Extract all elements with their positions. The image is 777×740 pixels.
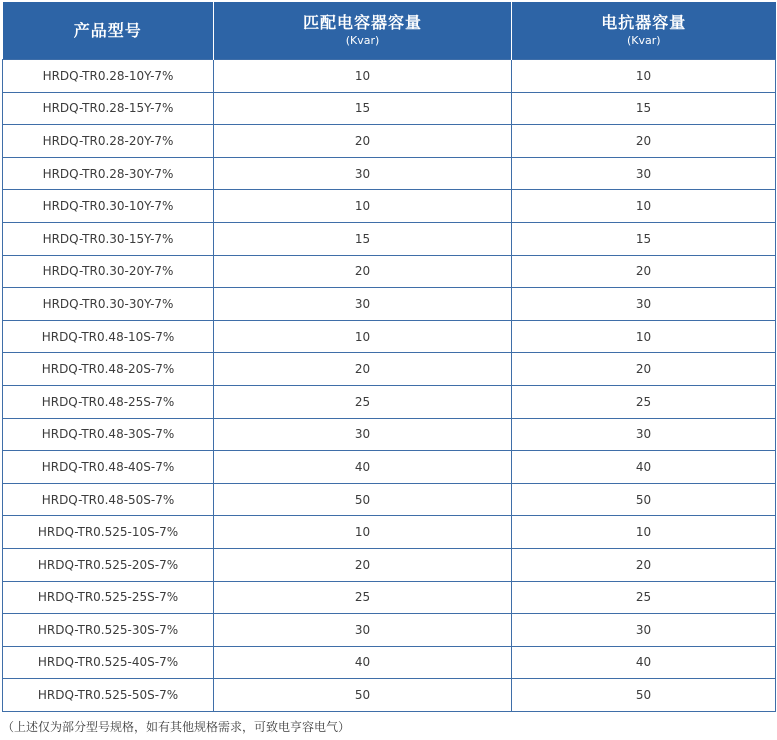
- cell-capacitor-kvar: 40: [214, 451, 512, 484]
- cell-model: HRDQ-TR0.525-20S-7%: [3, 548, 214, 581]
- cell-reactor-kvar: 30: [512, 288, 776, 321]
- cell-capacitor-kvar: 15: [214, 92, 512, 125]
- table-row: [3, 516, 776, 549]
- cell-model: HRDQ-TR0.28-10Y-7%: [3, 60, 214, 93]
- cell-reactor-kvar: 10: [512, 516, 776, 549]
- table-row: [3, 385, 776, 418]
- cell-capacitor-kvar: 10: [214, 516, 512, 549]
- cell-capacitor-kvar: 20: [214, 548, 512, 581]
- cell-model: HRDQ-TR0.525-30S-7%: [3, 614, 214, 647]
- cell-model: HRDQ-TR0.48-50S-7%: [3, 483, 214, 516]
- cell-model: HRDQ-TR0.525-40S-7%: [3, 646, 214, 679]
- cell-capacitor-kvar: 25: [214, 385, 512, 418]
- header-model: [3, 2, 214, 60]
- header-model-label: 产品型号: [73, 20, 142, 40]
- header-capacitor-label: 匹配电容器容量: [302, 13, 422, 32]
- cell-model: HRDQ-TR0.525-10S-7%: [3, 516, 214, 549]
- cell-reactor-kvar: 20: [512, 125, 776, 158]
- table-row: [3, 614, 776, 647]
- table-row: [3, 320, 776, 353]
- cell-capacitor-kvar: 15: [214, 222, 512, 255]
- cell-reactor-kvar: 20: [512, 353, 776, 386]
- cell-reactor-kvar: 20: [512, 548, 776, 581]
- cell-reactor-kvar: 50: [512, 483, 776, 516]
- cell-capacitor-kvar: 10: [214, 60, 512, 93]
- footnote: （上述仅为部分型号规格，如有其他规格需求，可致电亨容电气）: [2, 720, 351, 734]
- cell-capacitor-kvar: 20: [214, 125, 512, 158]
- cell-capacitor-kvar: 10: [214, 320, 512, 353]
- cell-model: HRDQ-TR0.48-30S-7%: [3, 418, 214, 451]
- table-header: [3, 2, 776, 60]
- table-row: [3, 451, 776, 484]
- cell-model: HRDQ-TR0.48-40S-7%: [3, 451, 214, 484]
- table-row: [3, 418, 776, 451]
- cell-capacitor-kvar: 30: [214, 614, 512, 647]
- cell-model: HRDQ-TR0.48-25S-7%: [3, 385, 214, 418]
- cell-reactor-kvar: 25: [512, 581, 776, 614]
- cell-reactor-kvar: 20: [512, 255, 776, 288]
- header-capacitor-capacity: [214, 2, 512, 60]
- cell-reactor-kvar: 40: [512, 451, 776, 484]
- table-row: [3, 255, 776, 288]
- table-row: [3, 190, 776, 223]
- cell-capacitor-kvar: 40: [214, 646, 512, 679]
- cell-reactor-kvar: 40: [512, 646, 776, 679]
- cell-model: HRDQ-TR0.48-20S-7%: [3, 353, 214, 386]
- table-body: [3, 60, 776, 712]
- cell-model: HRDQ-TR0.30-15Y-7%: [3, 222, 214, 255]
- cell-model: HRDQ-TR0.525-25S-7%: [3, 581, 214, 614]
- header-reactor-label: 电抗器容量: [601, 13, 687, 32]
- cell-reactor-kvar: 50: [512, 679, 776, 712]
- header-capacitor-unit: (Kvar): [345, 34, 380, 47]
- cell-reactor-kvar: 10: [512, 60, 776, 93]
- cell-capacitor-kvar: 20: [214, 255, 512, 288]
- table-row: [3, 679, 776, 712]
- cell-capacitor-kvar: 30: [214, 288, 512, 321]
- table-row: [3, 288, 776, 321]
- table-row: [3, 222, 776, 255]
- cell-reactor-kvar: 10: [512, 320, 776, 353]
- table-row: [3, 92, 776, 125]
- cell-capacitor-kvar: 10: [214, 190, 512, 223]
- header-reactor-capacity: [512, 2, 776, 60]
- cell-capacitor-kvar: 30: [214, 418, 512, 451]
- cell-reactor-kvar: 15: [512, 222, 776, 255]
- header-row: [3, 2, 776, 60]
- cell-capacitor-kvar: 50: [214, 483, 512, 516]
- cell-reactor-kvar: 15: [512, 92, 776, 125]
- cell-model: HRDQ-TR0.30-20Y-7%: [3, 255, 214, 288]
- cell-capacitor-kvar: 20: [214, 353, 512, 386]
- cell-model: HRDQ-TR0.30-10Y-7%: [3, 190, 214, 223]
- spec-table: [2, 2, 776, 712]
- cell-model: HRDQ-TR0.525-50S-7%: [3, 679, 214, 712]
- cell-model: HRDQ-TR0.28-20Y-7%: [3, 125, 214, 158]
- cell-model: HRDQ-TR0.28-15Y-7%: [3, 92, 214, 125]
- cell-reactor-kvar: 30: [512, 157, 776, 190]
- cell-reactor-kvar: 25: [512, 385, 776, 418]
- table-row: [3, 60, 776, 93]
- cell-model: HRDQ-TR0.48-10S-7%: [3, 320, 214, 353]
- table-row: [3, 646, 776, 679]
- table-row: [3, 125, 776, 158]
- table-row: [3, 483, 776, 516]
- table-row: [3, 353, 776, 386]
- header-reactor-unit: (Kvar): [626, 34, 661, 47]
- cell-reactor-kvar: 30: [512, 614, 776, 647]
- table-row: [3, 548, 776, 581]
- spec-table-container: [2, 2, 775, 712]
- cell-capacitor-kvar: 25: [214, 581, 512, 614]
- table-row: [3, 581, 776, 614]
- cell-model: HRDQ-TR0.30-30Y-7%: [3, 288, 214, 321]
- cell-capacitor-kvar: 50: [214, 679, 512, 712]
- cell-model: HRDQ-TR0.28-30Y-7%: [3, 157, 214, 190]
- table-row: [3, 157, 776, 190]
- cell-capacitor-kvar: 30: [214, 157, 512, 190]
- cell-reactor-kvar: 10: [512, 190, 776, 223]
- cell-reactor-kvar: 30: [512, 418, 776, 451]
